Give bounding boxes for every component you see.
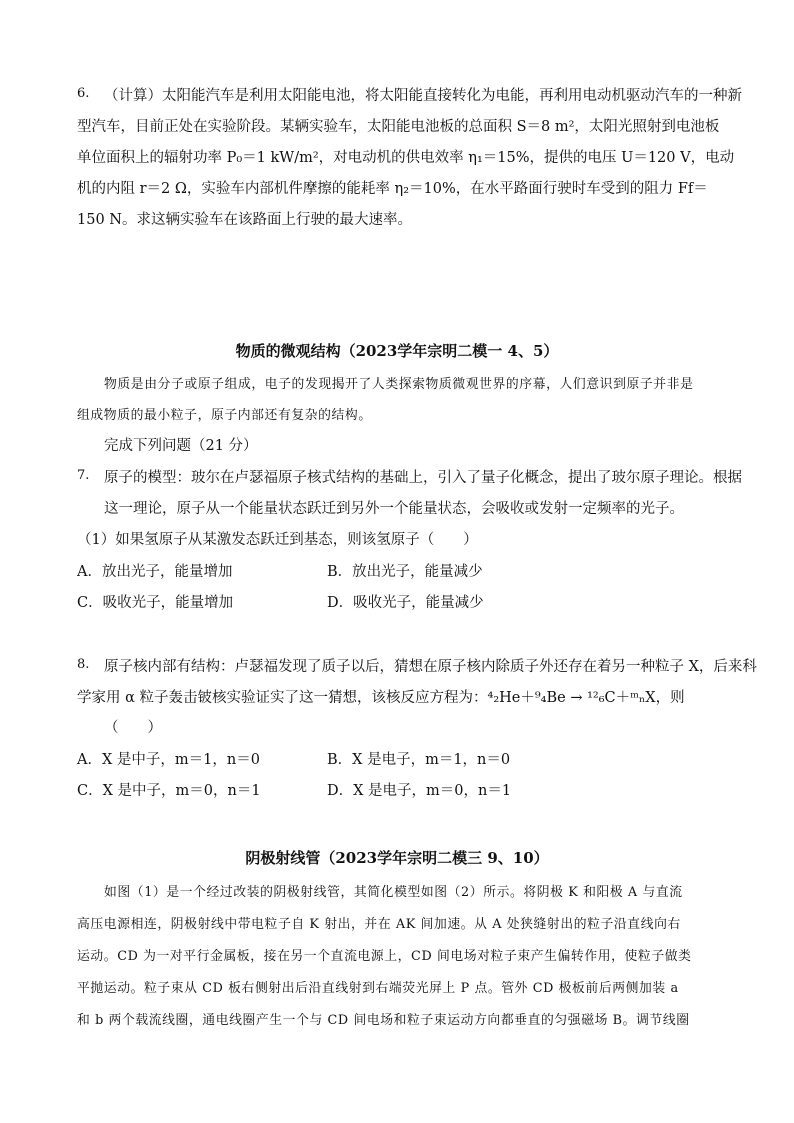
question-text-line: 这一理论，原子从一个能量状态跃迁到另外一个能量状态，会吸收或发射一定频率的光子。 bbox=[104, 501, 684, 517]
question-text-line: 型汽车，目前正处在实验阶段。某辆实验车，太阳能电池板的总面积 S＝8 m²，太阳光照射到电池板 bbox=[77, 119, 720, 135]
section-intro-line: 组成物质的最小粒子，原子内部还有复杂的结构。 bbox=[77, 408, 372, 423]
section-title: 物质的微观结构（2023学年宗明二模一 4、5） bbox=[235, 342, 559, 360]
section-title: 阴极射线管（2023学年宗明二模三 9、10） bbox=[245, 849, 549, 867]
answer-blank: （ ） bbox=[104, 720, 162, 736]
question-text-line: 150 N。求这辆实验车在该路面上行驶的最大速率。 bbox=[77, 212, 412, 228]
question-text-line: （计算）太阳能汽车是利用太阳能电池，将太阳能直接转化为电能，再利用电动机驱动汽车的一种新 bbox=[104, 88, 742, 104]
question-text-line: 原子核内部有结构：卢瑟福发现了质子以后，猜想在原子核内除质子外还存在着另一种粒子 X，后来科 bbox=[104, 659, 757, 675]
question-text-line: 机的内阻 r＝2 Ω，实验车内部机件摩擦的能耗率 η₂＝10%，在水平路面行驶时车受到的阻力 Ff＝ bbox=[77, 181, 708, 197]
option-c: C．吸收光子，能量增加 bbox=[77, 595, 234, 611]
section-paragraph-line: 运动。CD 为一对平行金属板，接在另一个直流电源上，CD 间电场对粒子束产生偏转作用，使粒子做类 bbox=[77, 949, 692, 964]
option-b: B．放出光子，能量减少 bbox=[327, 564, 483, 580]
section-paragraph-line: 和 b 两个载流线圈，通电线圈产生一个与 CD 间电场和粒子束运动方向都垂直的匀强磁场 B。调节线圈 bbox=[77, 1013, 690, 1028]
section-intro-line: 物质是由分子或原子组成，电子的发现揭开了人类探索物质微观世界的序幕，人们意识到原子并非是 bbox=[104, 377, 694, 392]
option-d: D．X 是电子，m＝0，n＝1 bbox=[327, 783, 512, 799]
option-b: B．X 是电子，m＝1，n＝0 bbox=[327, 752, 511, 768]
question-text-line: 原子的模型：玻尔在卢瑟福原子核式结构的基础上，引入了量子化概念，提出了玻尔原子理论。根据 bbox=[104, 470, 742, 486]
question-number: 7. bbox=[77, 468, 90, 483]
section-paragraph-line: 高压电源相连，阴极射线中带电粒子自 K 射出，并在 AK 间加速。从 A 处狭缝射出的粒子沿直线向右 bbox=[77, 917, 681, 932]
section-task: 完成下列问题（21 分） bbox=[104, 438, 258, 454]
question-number: 6. bbox=[77, 86, 90, 101]
subquestion: （1）如果氢原子从某激发态跃迁到基态，则该氢原子（ ） bbox=[77, 532, 478, 548]
question-text-line: 单位面积上的辐射功率 P₀＝1 kW/m²，对电动机的供电效率 η₁＝15%，提供的电压 U＝120 V，电动 bbox=[77, 150, 735, 166]
question-text-line bbox=[77, 686, 685, 707]
question-number: 8. bbox=[77, 657, 90, 672]
option-a: A．放出光子，能量增加 bbox=[77, 564, 233, 580]
option-a: A．X 是中子，m＝1，n＝0 bbox=[77, 752, 260, 768]
section-paragraph-line: 如图（1）是一个经过改装的阴极射线管，其简化模型如图（2）所示。将阴极 K 和阳极 A 与直流 bbox=[104, 885, 683, 900]
question-text: 学家用 α 粒子轰击铍核实验证实了这一猜想，该核反应方程为： bbox=[77, 690, 488, 706]
option-c: C．X 是中子，m＝0，n＝1 bbox=[77, 783, 261, 799]
option-d: D．吸收光子，能量减少 bbox=[327, 595, 484, 611]
nuclear-equation: ⁴₂He＋⁹₄Be → ¹²₆C＋ᵐₙX，则 bbox=[487, 690, 685, 706]
section-paragraph-line: 平抛运动。粒子束从 CD 板右侧射出后沿直线射到右端荧光屏上 P 点。管外 CD 极板前后两侧加装 a bbox=[77, 981, 679, 996]
